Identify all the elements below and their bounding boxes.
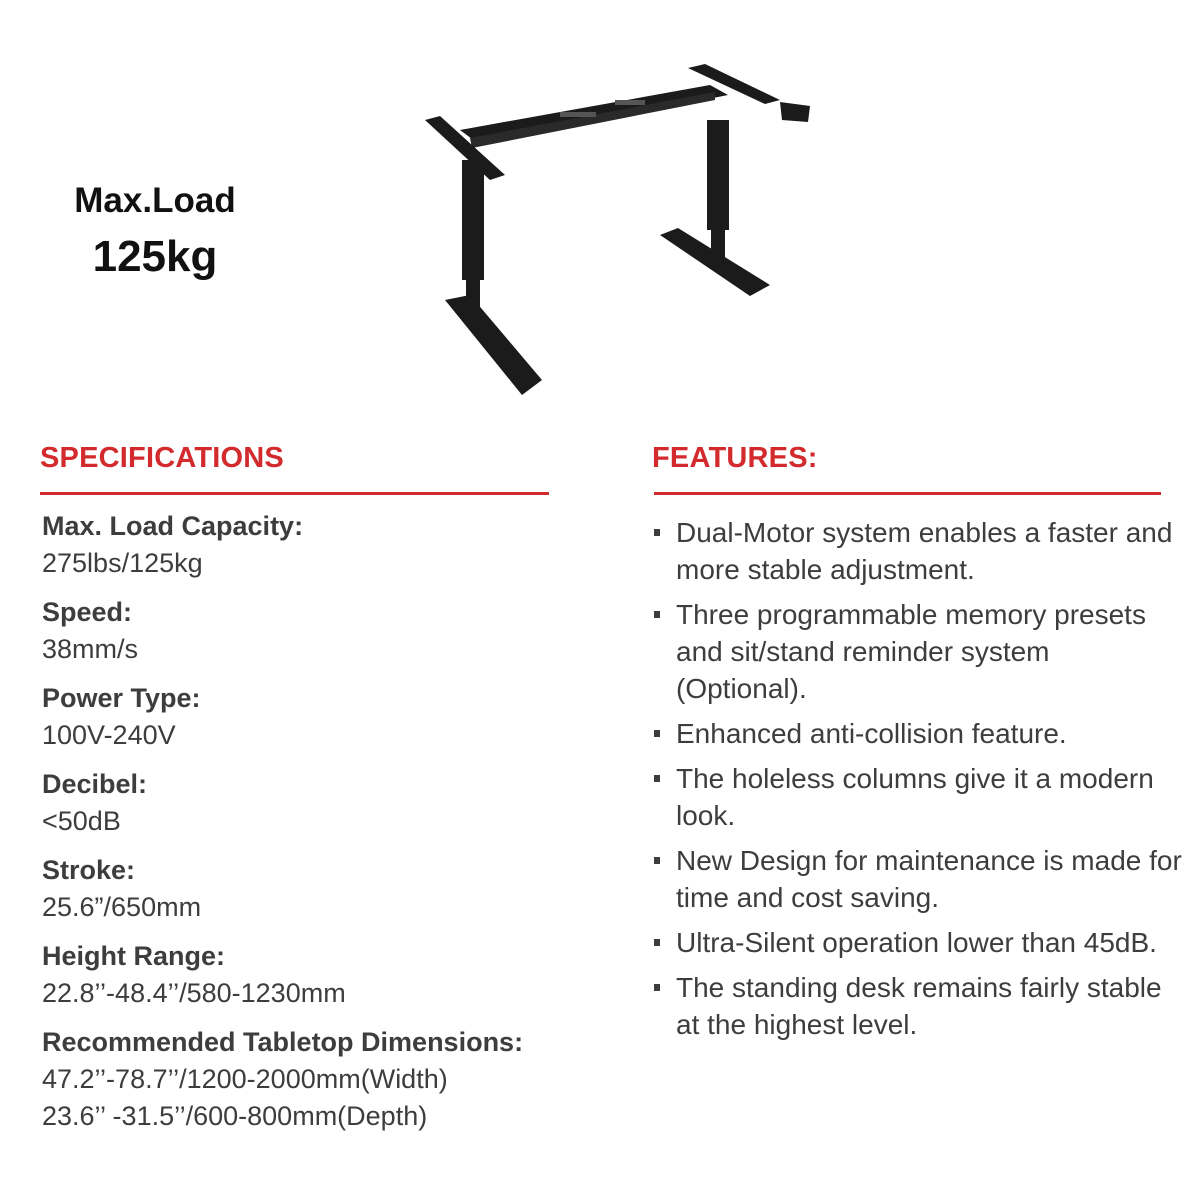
spec-max-load bbox=[42, 508, 602, 582]
feature-item bbox=[652, 969, 1182, 1043]
spec-value: <50dB bbox=[42, 806, 121, 836]
features-list bbox=[652, 514, 1182, 1051]
feature-text: Enhanced anti-collision feature. bbox=[676, 718, 1067, 749]
spec-decibel bbox=[42, 766, 602, 840]
spec-value: 275lbs/125kg bbox=[42, 548, 203, 578]
square-bullet-icon bbox=[654, 857, 660, 864]
features-heading: FEATURES: bbox=[652, 442, 818, 474]
spec-value: 23.6’’ -31.5’’/600-800mm(Depth) bbox=[42, 1101, 428, 1131]
square-bullet-icon bbox=[654, 611, 660, 618]
desk-frame-image bbox=[410, 50, 840, 410]
feature-text: The standing desk remains fairly stable at the highest level. bbox=[676, 972, 1162, 1040]
square-bullet-icon bbox=[654, 529, 660, 536]
feature-text: The holeless columns give it a modern look. bbox=[676, 763, 1154, 831]
spec-value: 38mm/s bbox=[42, 634, 139, 664]
spec-label: Height Range: bbox=[42, 941, 226, 971]
feature-item bbox=[652, 760, 1182, 834]
spec-power-type bbox=[42, 680, 602, 754]
max-load-title: Max.Load bbox=[74, 181, 236, 220]
square-bullet-icon bbox=[654, 939, 660, 946]
square-bullet-icon bbox=[654, 730, 660, 737]
feature-text: Three programmable memory presets and sit/stand reminder system (Optional). bbox=[676, 599, 1146, 704]
spec-value: 47.2’’-78.7’’/1200-2000mm(Width) bbox=[42, 1064, 448, 1094]
spec-value: 22.8’’-48.4’’/580-1230mm bbox=[42, 978, 346, 1008]
feature-item bbox=[652, 924, 1182, 961]
feature-item bbox=[652, 842, 1182, 916]
spec-tabletop-dimensions bbox=[42, 1024, 602, 1135]
feature-item bbox=[652, 715, 1182, 752]
specifications-heading: SPECIFICATIONS bbox=[40, 442, 284, 474]
spec-speed bbox=[42, 594, 602, 668]
spec-label: Power Type: bbox=[42, 683, 201, 713]
feature-item bbox=[652, 514, 1182, 588]
feature-item bbox=[652, 596, 1182, 707]
spec-value: 25.6”/650mm bbox=[42, 892, 202, 922]
max-load-badge bbox=[40, 178, 270, 286]
max-load-value: 125kg bbox=[92, 232, 218, 281]
spec-label: Max. Load Capacity: bbox=[42, 511, 304, 541]
feature-text: Ultra-Silent operation lower than 45dB. bbox=[676, 927, 1157, 958]
spec-label: Speed: bbox=[42, 597, 133, 627]
feature-text: Dual-Motor system enables a faster and more stable adjustment. bbox=[676, 517, 1173, 585]
specifications-divider bbox=[40, 492, 549, 495]
spec-value: 100V-240V bbox=[42, 720, 176, 750]
specifications-list bbox=[42, 508, 602, 1147]
square-bullet-icon bbox=[654, 775, 660, 782]
spec-height-range bbox=[42, 938, 602, 1012]
features-divider bbox=[654, 492, 1161, 495]
square-bullet-icon bbox=[654, 984, 660, 991]
spec-label: Recommended Tabletop Dimensions: bbox=[42, 1027, 524, 1057]
spec-stroke bbox=[42, 852, 602, 926]
spec-label: Stroke: bbox=[42, 855, 136, 885]
feature-text: New Design for maintenance is made for time and cost saving. bbox=[676, 845, 1182, 913]
spec-label: Decibel: bbox=[42, 769, 148, 799]
